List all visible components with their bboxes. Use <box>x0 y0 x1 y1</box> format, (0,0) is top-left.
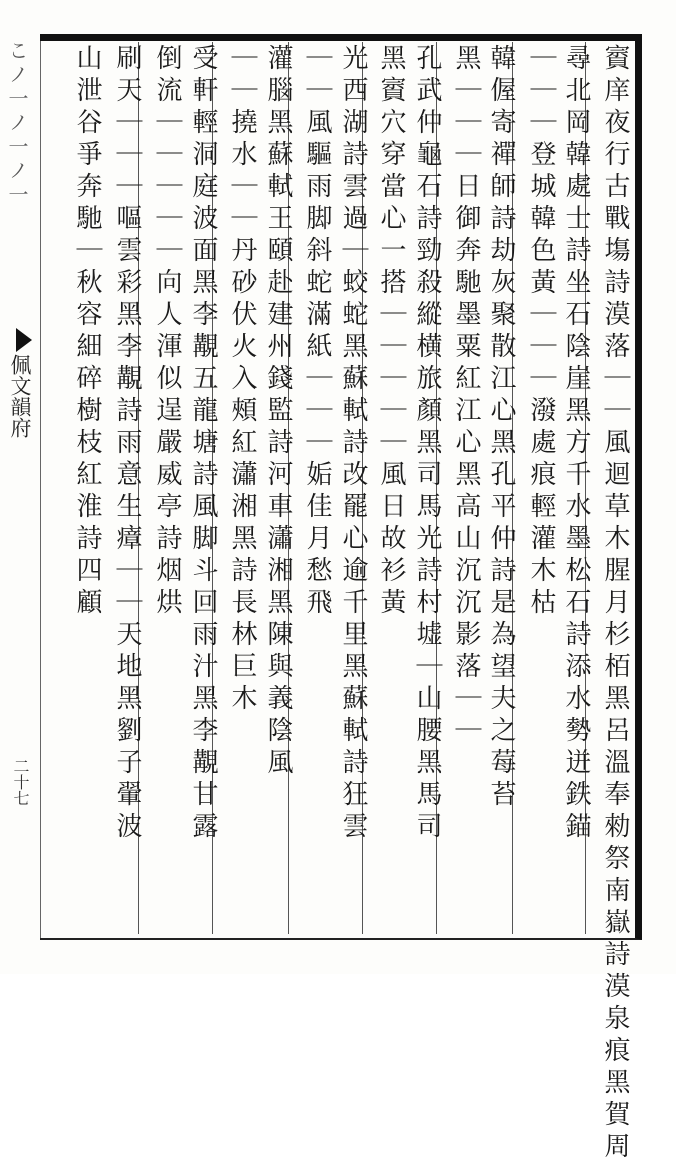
gutter-head-marks: こノ一ノ一ノ一 <box>5 40 29 208</box>
text-column-13: 倒流｜｜｜｜｜向人渾似逞嚴威亭詩烟烘 <box>152 44 182 620</box>
text-column-1: 賨庠夜行古戰塲詩漠落｜｜風迴草木腥月杉栢黑呂溫奉勑祭南嶽詩漠泉痕黑賀周 <box>600 44 630 1164</box>
text-column-9: ｜｜風驅雨脚斜蛇滿紙｜｜｜姤佳月愁飛 <box>302 44 332 620</box>
text-column-11: ｜｜撓水｜｜丹砂伏火入頰紅瀟湘黑詩長林巨木 <box>227 44 257 716</box>
book-title: 佩文韻府 <box>8 354 32 438</box>
text-column-5: 黑｜｜｜日御奔馳墨粟紅江心黑高山沉沉影落｜｜ <box>451 44 481 748</box>
page-number: 二十七 <box>11 758 30 806</box>
text-column-7: 黑賨穴穿當心一搭｜｜｜｜｜風日故衫黃 <box>376 44 406 620</box>
text-column-2: 尋北岡韓處士詩坐石陰崖黑方千水墨松石詩添水勢迸鉄錨 <box>561 44 591 844</box>
text-column-6: 孔武仲龜石詩勁殺縱横旅顏黑司馬光詩村墟｜山腰黑馬司 <box>412 44 442 844</box>
text-column-12: 受軒輕洞庭波面黑李覯五龍塘詩風脚斗回雨汁黑李覯甘露 <box>188 44 218 844</box>
margin-gutter <box>0 34 41 940</box>
fish-tail-icon <box>16 328 32 352</box>
text-column-4: 韓偓寄禪師詩劫灰聚散江心黑孔平仲詩是為望夫之莓苔 <box>486 44 516 812</box>
text-column-3: ｜｜｜登城韓色黃｜｜｜潑處痕輕灌木枯 <box>526 44 556 620</box>
text-column-8: 光西湖詩雲過｜蛟蛇黑蘇軾詩改罷心逾千里黑蘇軾詩狂雲 <box>338 44 368 844</box>
text-column-15: 山泄谷爭奔馳｜秋容細碎樹枝紅淮詩四顧 <box>72 44 102 620</box>
text-column-10: 灌腦黑蘇軾王頤赴建州錢監詩河車瀟湘黑陳與義陰風 <box>263 44 293 780</box>
text-column-14: 刷天｜｜｜嘔雲彩黑李覯詩雨意生瘴｜｜天地黑劉子翬波 <box>112 44 142 844</box>
